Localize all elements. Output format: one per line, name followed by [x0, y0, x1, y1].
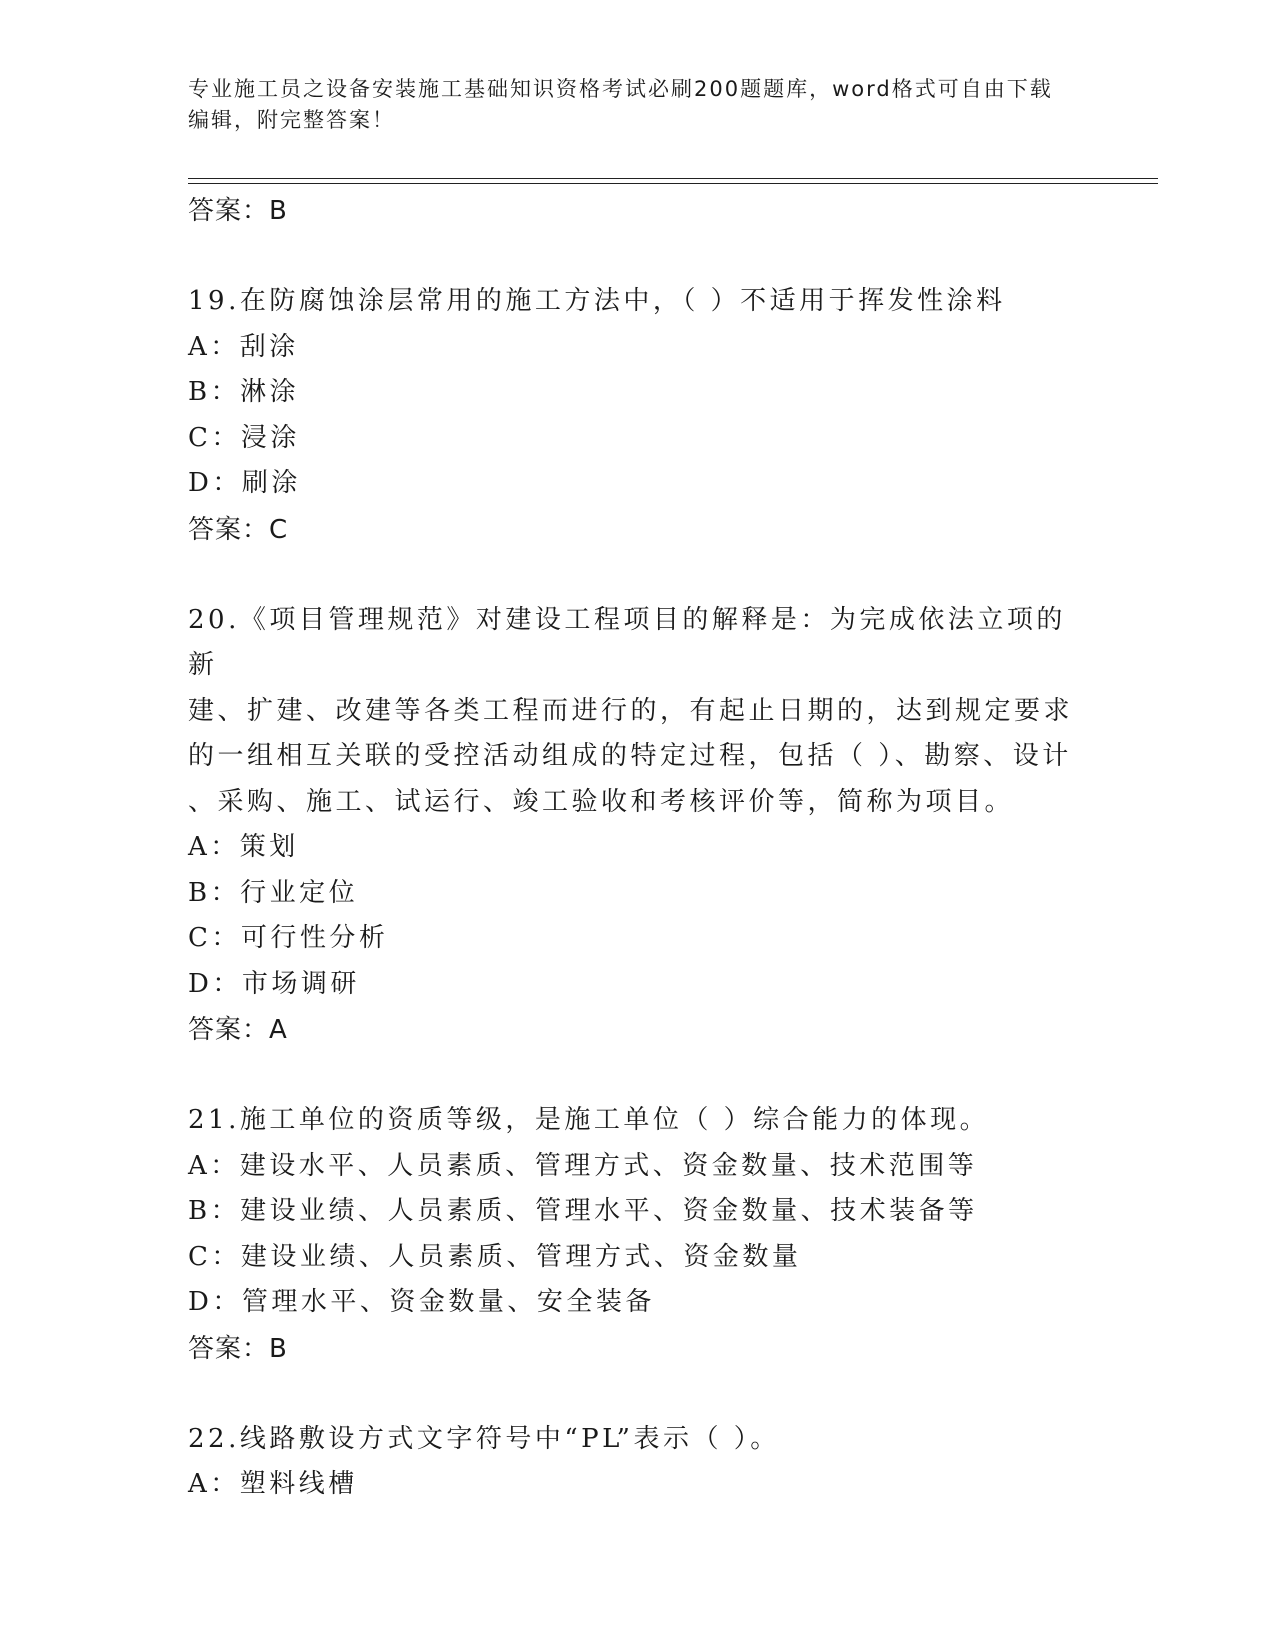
question-stem-line: 建、扩建、改建等各类工程而进行的，有起止日期的，达到规定要求: [188, 695, 1074, 726]
spacer: [188, 1053, 1088, 1098]
option-a: A：建设水平、人员素质、管理方式、资金数量、技术范围等: [188, 1150, 978, 1181]
spacer: [188, 1372, 1088, 1417]
question-19: [188, 279, 1088, 553]
header-divider-bottom: [188, 183, 1158, 184]
option-a: A：策划: [188, 832, 299, 862]
answer-line: 答案：A: [188, 1015, 288, 1045]
option-a: A：刮涂: [188, 331, 299, 362]
spacer: [188, 553, 1088, 598]
option-a: A：塑料线槽: [188, 1469, 358, 1499]
question-stem-line: 的一组相互关联的受控活动组成的特定过程，包括（ ）、勘察、设计: [188, 741, 1072, 771]
question-stem: 19.在防腐蚀涂层常用的施工方法中，（ ）不适用于挥发性涂料: [188, 286, 1006, 316]
option-c: C：可行性分析: [188, 923, 389, 953]
question-21: [188, 1098, 1088, 1372]
option-b: B：行业定位: [188, 877, 359, 908]
answer-line: 答案：B: [188, 196, 288, 226]
answer-line: 答案：C: [188, 514, 289, 545]
answer-line: 答案：B: [188, 1333, 288, 1364]
option-d: D：市场调研: [188, 968, 360, 999]
question-20: [188, 598, 1088, 1054]
header-divider-top: [188, 178, 1158, 179]
question-stem-line: 、采购、施工、试运行、竣工验收和考核评价等，简称为项目。: [188, 786, 1015, 817]
question-stem: 21.施工单位的资质等级，是施工单位（ ）综合能力的体现。: [188, 1105, 990, 1135]
option-d: D：管理水平、资金数量、安全装备: [188, 1287, 655, 1317]
option-c: C：建设业绩、人员素质、管理方式、资金数量: [188, 1241, 802, 1272]
spacer: [188, 234, 1088, 279]
question-stem-line: 20.《项目管理规范》对建设工程项目的解释是：为完成依法立项的新: [188, 604, 1066, 680]
document-header: 专业施工员之设备安装施工基础知识资格考试必刷200题题库，word格式可自由下载编辑，附完整答案！: [188, 77, 1053, 132]
question-content: [188, 188, 1088, 1508]
option-b: B：淋涂: [188, 377, 300, 407]
option-b: B：建设业绩、人员素质、管理水平、资金数量、技术装备等: [188, 1196, 978, 1226]
option-d: D：刷涂: [188, 468, 301, 498]
question-22: [188, 1417, 1088, 1508]
option-c: C：浸涂: [188, 422, 300, 453]
question-stem: 22.线路敷设方式文字符号中“PL”表示（ ）。: [188, 1423, 780, 1454]
